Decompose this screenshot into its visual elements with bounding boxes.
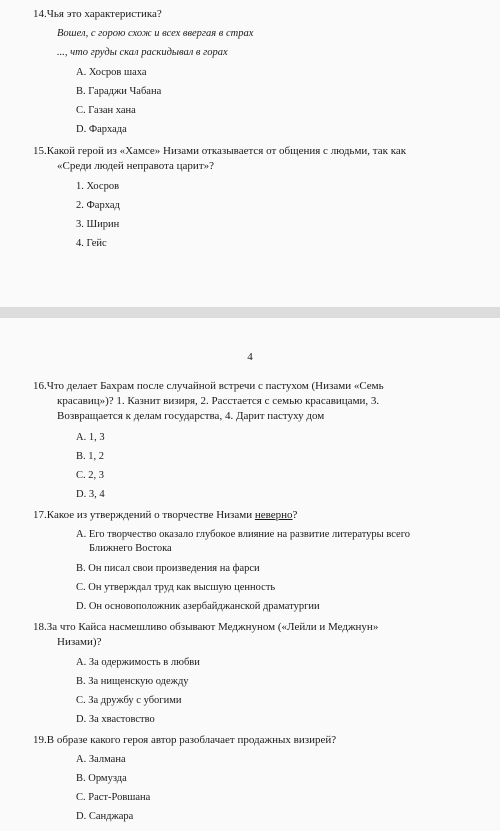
question-17-option-c: C. Он утверждал труд как высшую ценность (76, 582, 276, 593)
question-14-option-d: D. Фархада (76, 124, 127, 135)
question-17-option-a-line-1: A. Его творчество оказало глубокое влияние на развитие литературы всего (76, 529, 410, 540)
question-18-option-a: A. За одержимость в любви (76, 657, 200, 668)
question-16-line-3: Возвращается к делам государства, 4. Дарит пастуху дом (57, 410, 325, 422)
question-17-option-a-line-2: Ближнего Востока (89, 543, 172, 554)
question-16-option-a: A. 1, 3 (76, 432, 105, 443)
question-17-suffix: ? (292, 509, 298, 521)
question-18-line-2: Низами)? (57, 636, 102, 648)
question-17-underlined-word: неверно (254, 509, 293, 521)
document-page-2 (0, 318, 500, 831)
question-14-quote-line-2: ..., что груды скал раскидывал в горах (57, 47, 228, 58)
question-16-option-c: C. 2, 3 (76, 470, 105, 481)
question-18-option-c: C. За дружбу с убогими (76, 695, 182, 706)
question-14-option-b: B. Гараджи Чабана (76, 86, 162, 97)
question-16-option-d: D. 3, 4 (76, 489, 105, 500)
question-14-title: 14.Чья это характеристика? (33, 8, 162, 20)
question-19-option-a: A. Залмана (76, 754, 126, 765)
question-17-option-d: D. Он основоположник азербайджанской драматургии (76, 601, 320, 612)
document-page-1 (0, 0, 500, 307)
question-17-option-b: B. Он писал свои произведения на фарси (76, 563, 260, 574)
page-number: 4 (247, 351, 253, 363)
question-18-option-b: B. За нищенскую одежду (76, 676, 189, 687)
question-17-prefix: 17.Какое из утверждений о творчестве Низами (33, 509, 255, 521)
question-17-title (33, 508, 297, 523)
question-14-quote-line-1: Вошел, с горою схож и всех ввергая в страх (57, 28, 254, 39)
question-15-line-1: 15.Какой герой из «Хамсе» Низами отказывается от общения с людьми, так как (33, 145, 407, 157)
question-16-line-1: 16.Что делает Бахрам после случайной встречи с пастухом (Низами «Семь (33, 380, 384, 392)
question-19-option-c: C. Раст-Ровшана (76, 792, 151, 803)
question-18-option-d: D. За хвастовство (76, 714, 155, 725)
question-15-option-1: 1. Хосров (76, 181, 120, 192)
question-15-option-3: 3. Ширин (76, 219, 120, 230)
question-15-line-2: «Среди людей неправота царит»? (57, 160, 215, 172)
question-19-option-b: B. Ормузда (76, 773, 127, 784)
question-19-title: 19.В образе какого героя автор разоблачает продажных визирей? (33, 734, 337, 746)
question-19-option-d: D. Санджара (76, 811, 134, 822)
question-16-option-b: B. 1, 2 (76, 451, 105, 462)
question-16-line-2: красавиц»)? 1. Казнит визиря, 2. Расстается с семью красавицами, 3. (57, 395, 380, 407)
question-15-option-2: 2. Фархад (76, 200, 120, 211)
question-14-option-c: C. Газан хана (76, 105, 136, 116)
question-18-line-1: 18.За что Кайса насмешливо обзывают Меджнуном («Лейли и Меджнун» (33, 621, 379, 633)
page-separator (0, 307, 500, 318)
question-15-option-4: 4. Гейс (76, 238, 107, 249)
question-14-option-a: A. Хосров шаха (76, 67, 147, 78)
